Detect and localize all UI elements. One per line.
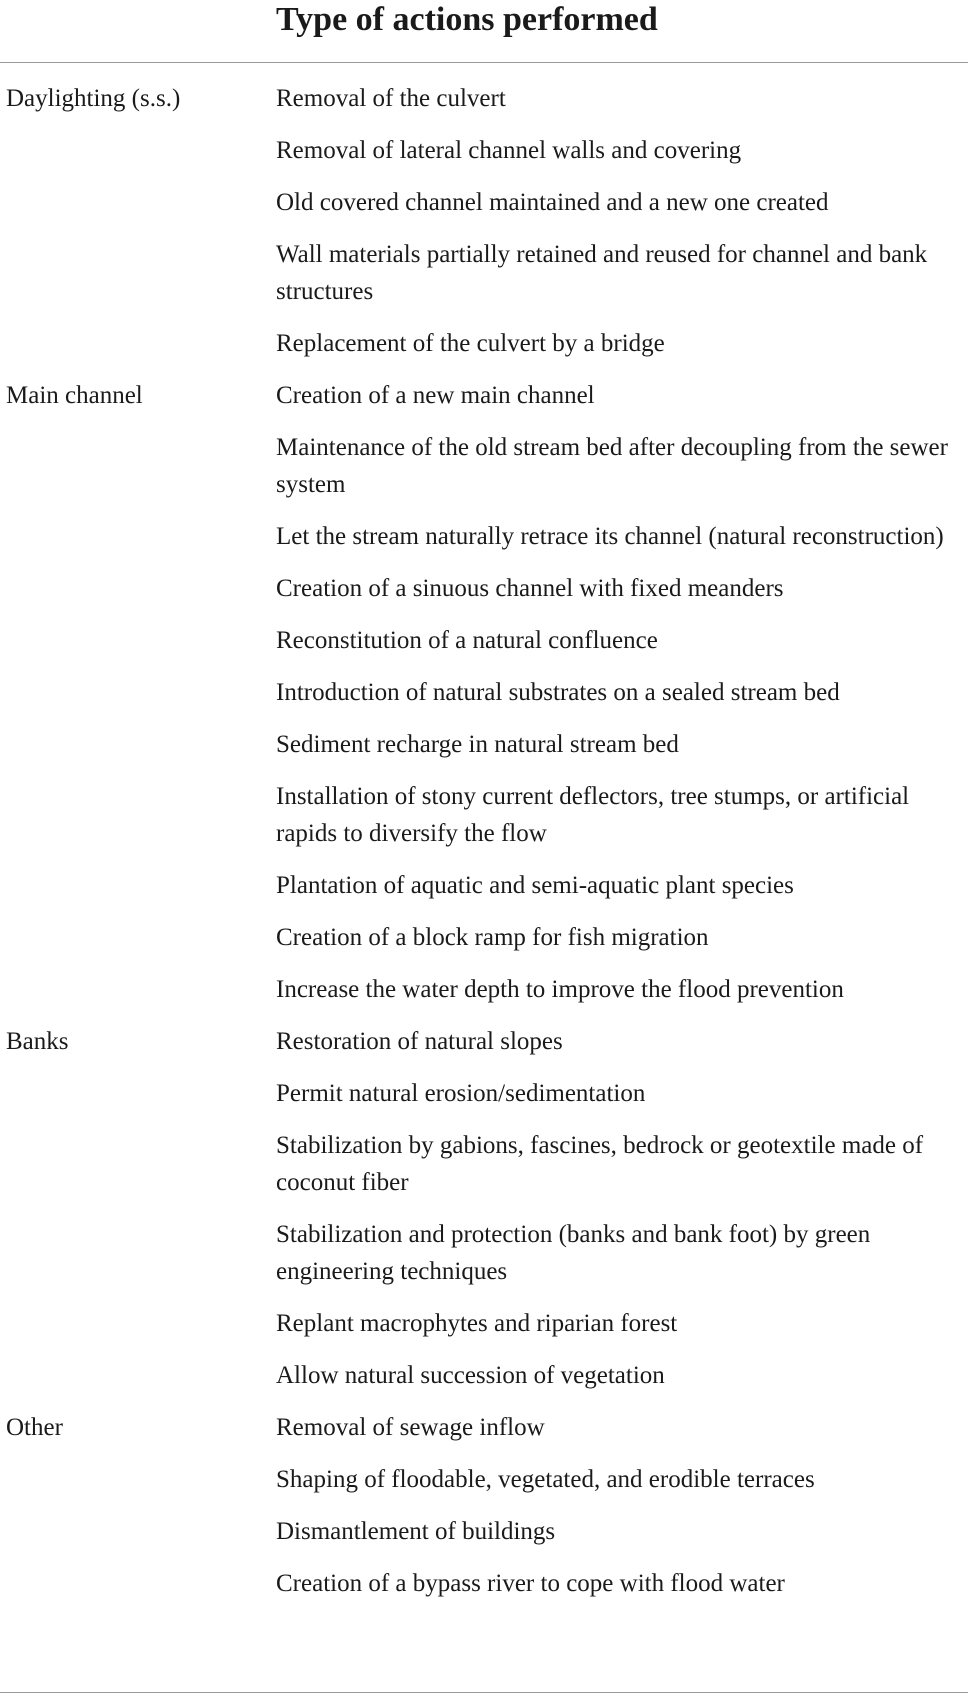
action-item: Creation of a bypass river to cope with flood water [276,1570,785,1597]
action-item: Old covered channel maintained and a new one created [276,189,829,216]
actions-cell [276,1409,968,1602]
action-item: Creation of a sinuous channel with fixed meanders [276,575,784,602]
action-item: Removal of the culvert [276,85,506,112]
action-item: Creation of a new main channel [276,382,595,409]
table-title: Type of actions performed [276,1,658,38]
action-item: Increase the water depth to improve the flood prevention [276,976,844,1003]
action-item: Restoration of natural slopes [276,1028,563,1055]
table-group [0,1409,968,1602]
actions-cell [276,80,968,377]
action-item: Removal of lateral channel walls and covering [276,137,742,164]
action-item: Plantation of aquatic and semi-aquatic plant species [276,872,794,899]
action-item: Replacement of the culvert by a bridge [276,330,665,357]
action-item: Reconstitution of a natural confluence [276,627,658,654]
action-item: Stabilization by gabions, fascines, bedrock or geotextile made of coconut fiber [276,1132,924,1196]
table-group [0,377,968,1023]
top-rule [0,62,968,63]
action-item: Permit natural erosion/sedimentation [276,1080,646,1107]
action-item: Let the stream naturally retrace its channel (natural reconstruction) [276,523,944,550]
action-item: Dismantlement of buildings [276,1518,556,1545]
category-cell: Banks [6,1028,69,1055]
table-group [0,1023,968,1409]
action-item: Maintenance of the old stream bed after decoupling from the sewer system [276,434,948,498]
action-item: Introduction of natural substrates on a sealed stream bed [276,679,840,706]
actions-cell [276,377,968,1023]
action-item: Installation of stony current deflectors, tree stumps, or artificial rapids to diversify the flow [276,783,910,847]
action-item: Sediment recharge in natural stream bed [276,731,679,758]
category-cell: Main channel [6,382,143,409]
table-body [0,80,968,1602]
category-cell: Daylighting (s.s.) [6,85,181,112]
action-item: Wall materials partially retained and reused for channel and bank structures [276,241,928,305]
action-item: Removal of sewage inflow [276,1414,545,1441]
action-item: Stabilization and protection (banks and bank foot) by green engineering techniques [276,1221,871,1285]
bottom-rule [0,1692,968,1693]
action-item: Shaping of floodable, vegetated, and erodible terraces [276,1466,815,1493]
category-cell: Other [6,1414,63,1441]
actions-cell [276,1023,968,1409]
action-item: Creation of a block ramp for fish migration [276,924,709,951]
action-item: Allow natural succession of vegetation [276,1362,665,1389]
table-group [0,80,968,377]
action-item: Replant macrophytes and riparian forest [276,1310,678,1337]
